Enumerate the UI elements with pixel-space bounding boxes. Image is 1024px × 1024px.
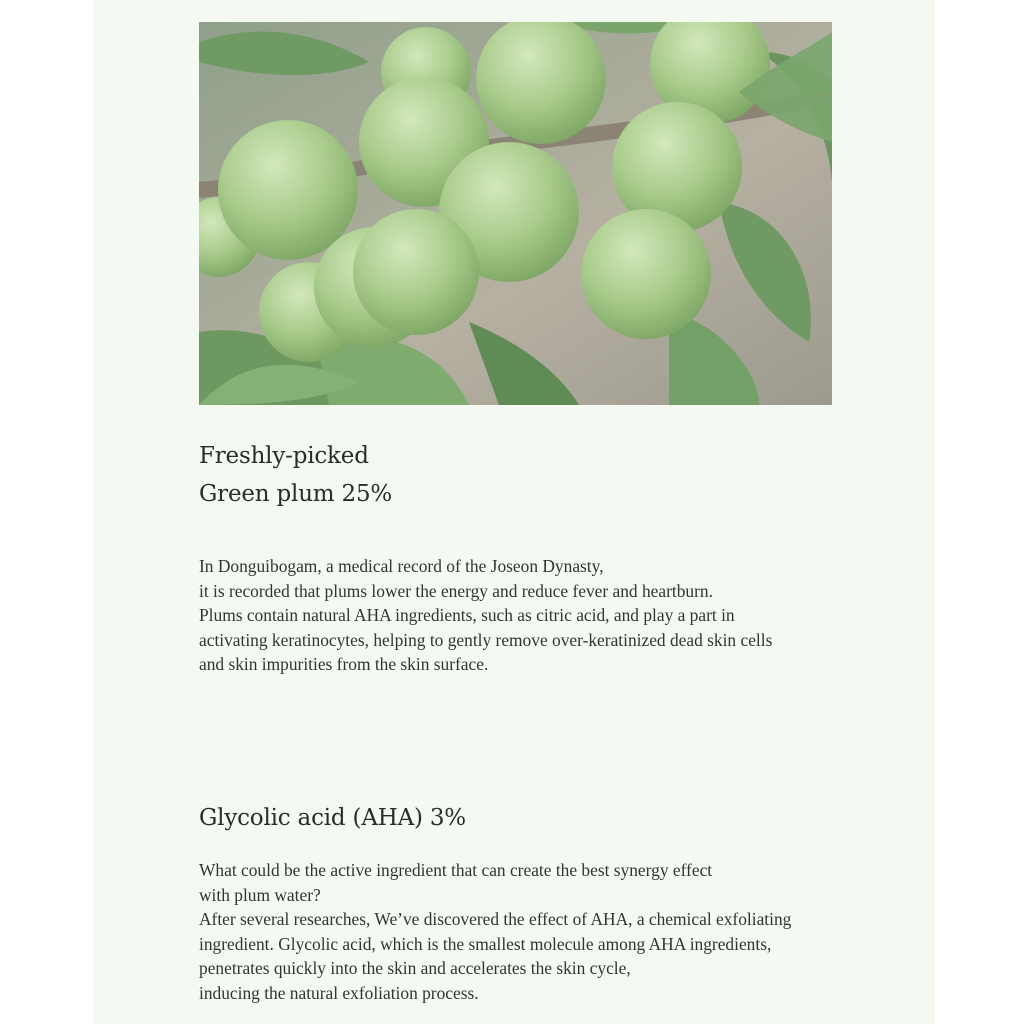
plum-section-body: [199, 554, 772, 677]
aha-body-line: with plum water?: [199, 884, 321, 905]
aha-body-line: inducing the natural exfoliation process.: [199, 982, 479, 1003]
plum-section-title: [199, 437, 392, 513]
green-plums-photo: [199, 22, 832, 405]
plum-title-line: Freshly-picked: [199, 443, 369, 469]
aha-section-title: [199, 799, 466, 837]
plum-body-line: Plums contain natural AHA ingredients, such as citric acid, and play a part in: [199, 605, 735, 626]
aha-body-line: After several researches, We’ve discovered the effect of AHA, a chemical exfoliating: [199, 909, 792, 930]
plum-title-line: Green plum 25%: [199, 481, 393, 507]
aha-body-line: penetrates quickly into the skin and accelerates the skin cycle,: [199, 958, 631, 979]
aha-title-line: Glycolic acid (AHA) 3%: [199, 805, 466, 831]
aha-body-line: ingredient. Glycolic acid, which is the smallest molecule among AHA ingredients,: [199, 933, 772, 954]
plum-body-line: In Donguibogam, a medical record of the Joseon Dynasty,: [199, 556, 604, 576]
plum-body-line: and skin impurities from the skin surface.: [199, 654, 489, 675]
aha-section-body: [199, 858, 791, 1006]
green-plums-on-branch-photo: [199, 22, 832, 405]
plum-body-line: activating keratinocytes, helping to gently remove over-keratinized dead skin cells: [199, 629, 773, 650]
plum-body-line: it is recorded that plums lower the energy and reduce fever and heartburn.: [199, 580, 713, 601]
aha-body-line: What could be the active ingredient that can create the best synergy effect: [199, 860, 713, 880]
